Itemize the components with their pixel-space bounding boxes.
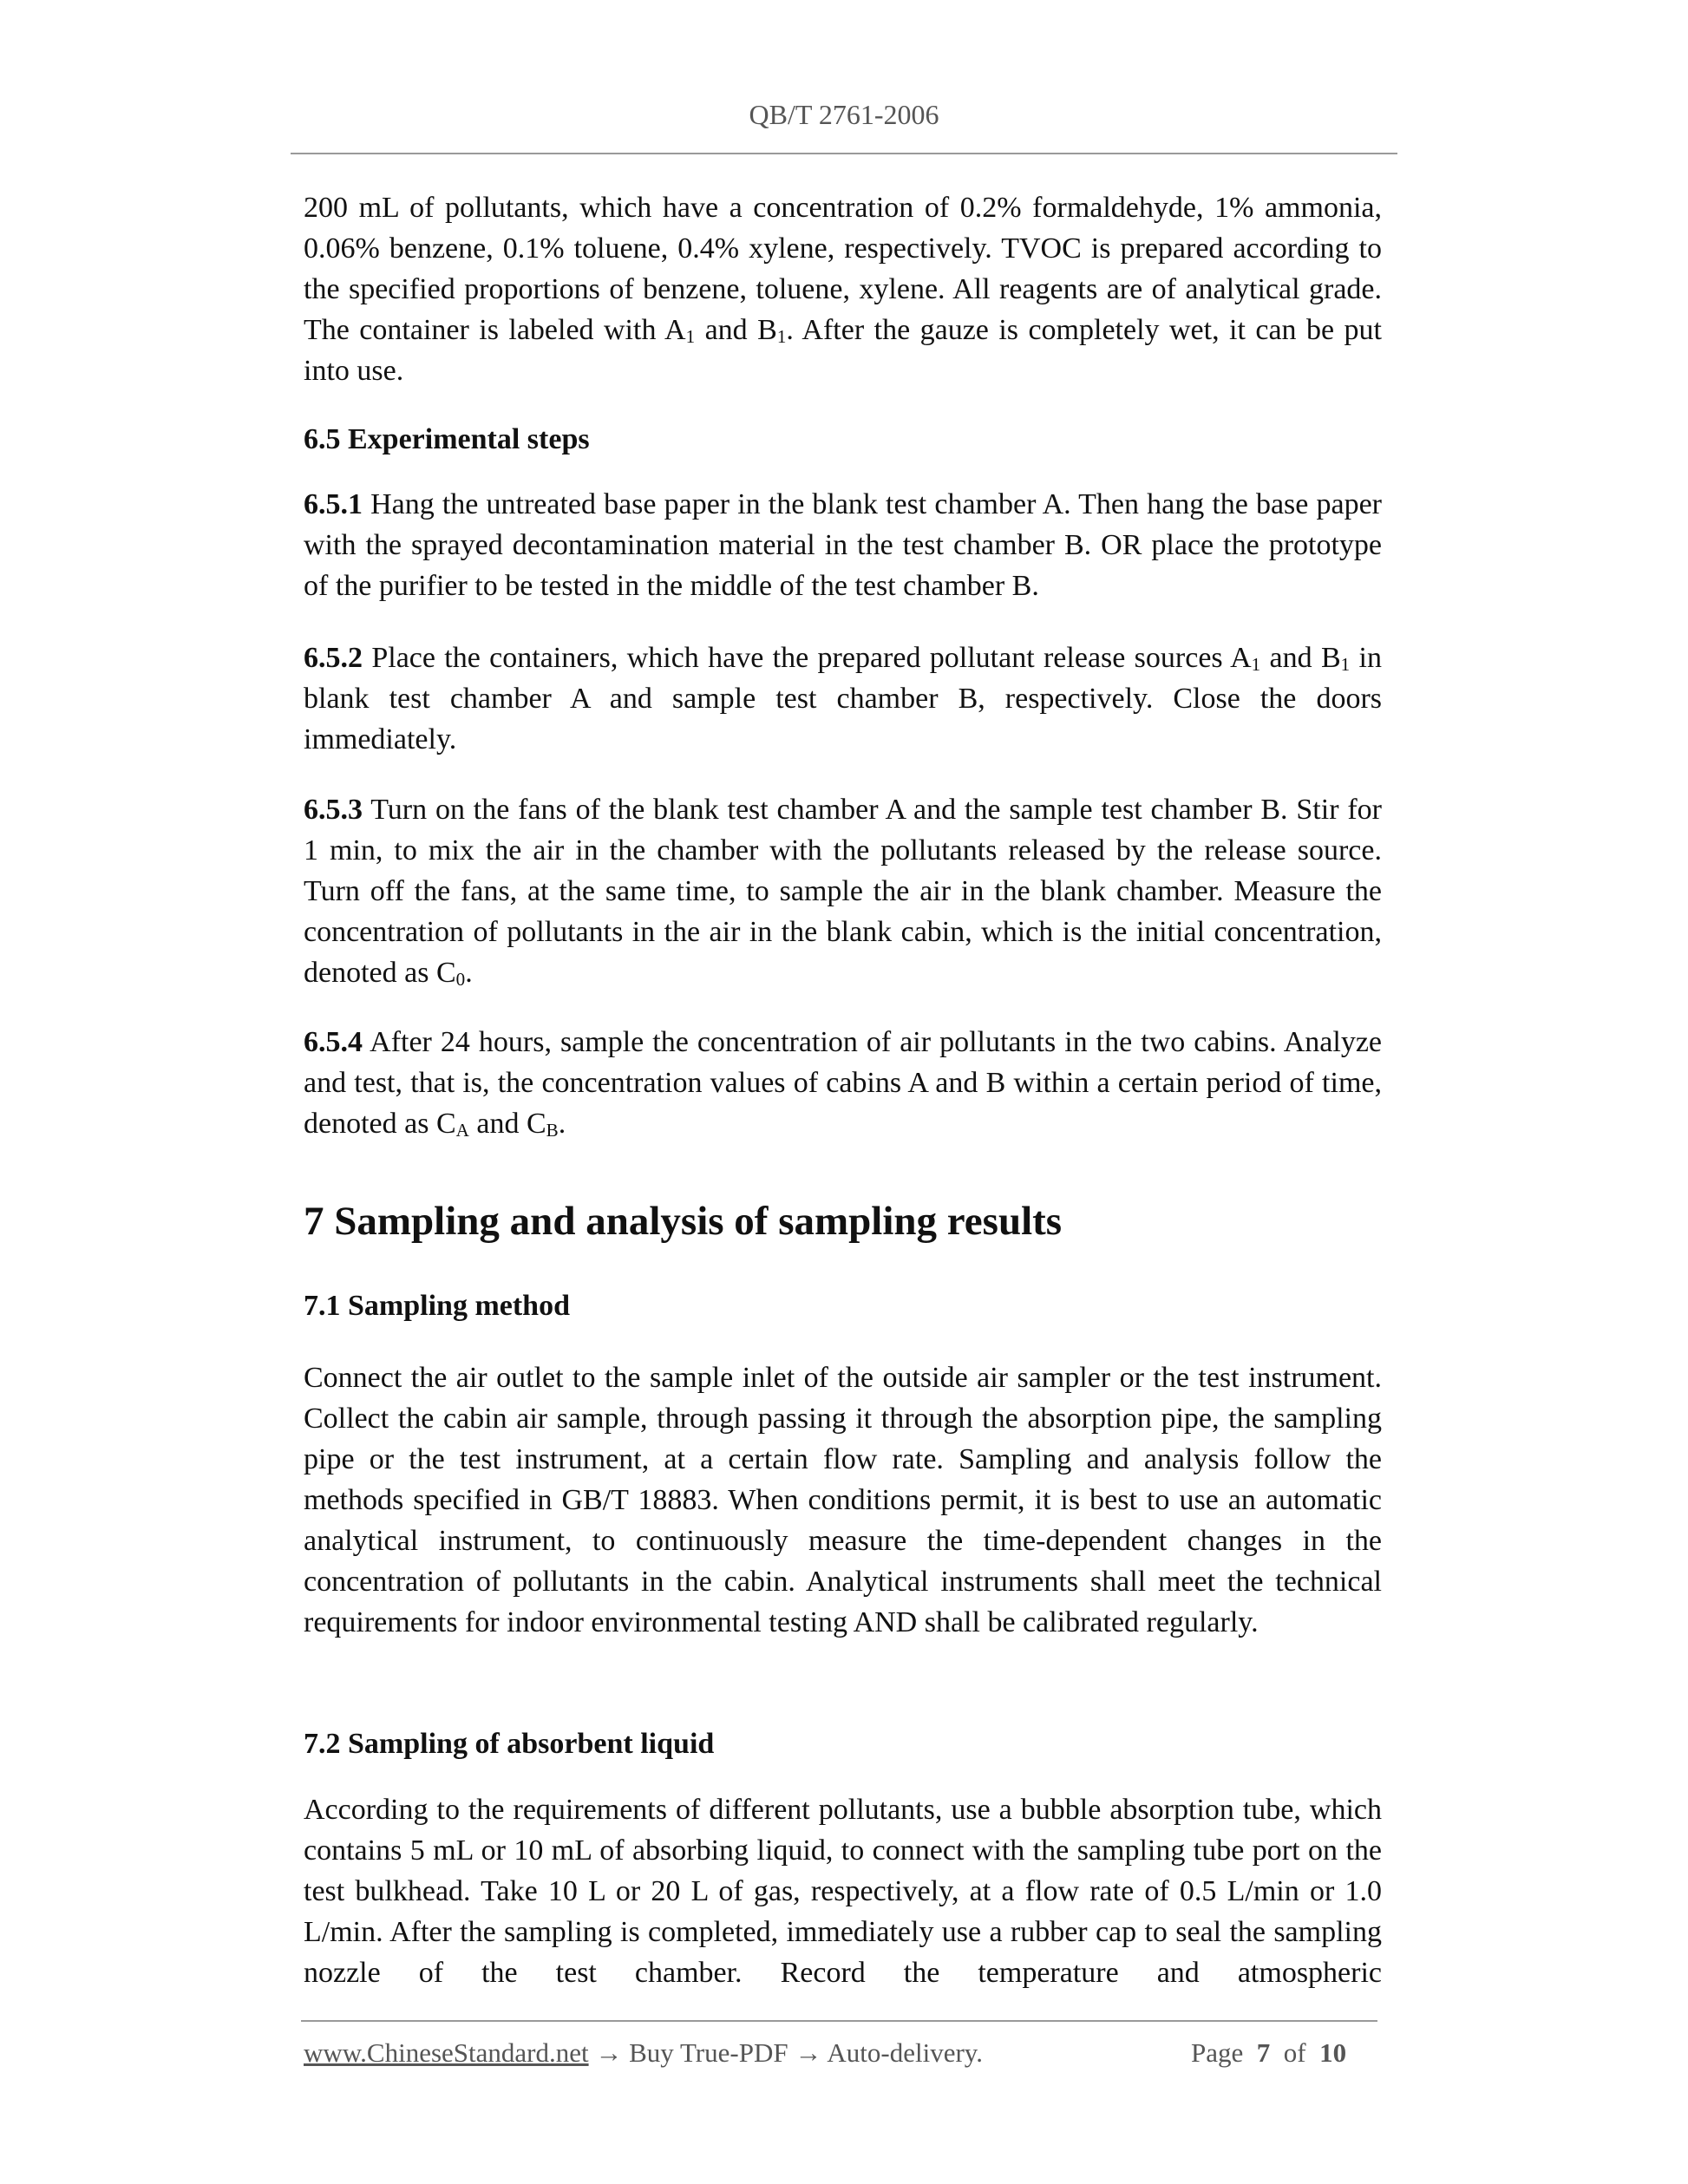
subscript: 1 [1251,653,1261,675]
chapter-heading-7: 7 Sampling and analysis of sampling results [304,1199,1063,1244]
footer-step-buy: Buy True-PDF [629,2037,788,2068]
paragraph-6-5-4: 6.5.4 After 24 hours, sample the concentration of air pollutants in the two cabins. Analyze and test, that is, the concentration values of cabins A and B within a certain period of time, denoted as CA and CB. [304,1026,1382,1141]
page-current: 7 [1256,2037,1271,2068]
section-heading-7-2: 7.2 Sampling of absorbent liquid [304,1728,715,1760]
of-label: of [1283,2037,1306,2068]
subscript: B [546,1119,559,1141]
footer-promo [304,2039,983,2066]
clause-number: 6.5.3 [304,794,363,826]
paragraph-7-2: According to the requirements of different pollutants, use a bubble absorption tube, which contains 5 mL or 10 mL of absorbing liquid, to connect with the sampling tube port on the test bulkhead. Take 10 L or 20 L of gas, respectively, at a flow rate of 0.5 L/min or 1.0 L/min. After the sampling is completed, immediately use a rubber cap to seal the sampling nozzle of the test chamber. Record the temperature and atmospheric [304,1794,1382,1989]
subscript: A [455,1119,469,1141]
paragraph-6-5-3: 6.5.3 Turn on the fans of the blank test chamber A and the sample test chamber B. Stir for 1 min, to mix the air in the chamber with the pollutants released by the release source. Turn off the fans, at the same time, to sample the air in the blank chamber. Measure the concentration of pollutants in the air in the blank cabin, which is the initial concentration, denoted as C0. [304,794,1382,990]
subscript: 1 [776,325,787,347]
clause-number: 6.5.4 [304,1026,363,1058]
website-link[interactable]: www.ChineseStandard.net [304,2037,589,2068]
paragraph-6-5-1: 6.5.1 Hang the untreated base paper in the blank test chamber A. Then hang the base paper with the sprayed decontamination material in the test chamber B. OR place the prototype of the purifier to be tested in the middle of the test chamber B. [304,488,1382,602]
subscript: 1 [685,325,696,347]
page-indicator [1191,2039,1346,2066]
clause-number: 6.5.2 [304,642,363,674]
paragraph-7-1: Connect the air outlet to the sample inlet of the outside air sampler or the test instrument. Collect the cabin air sample, through passing it through the absorption pipe, the sampling pipe or the test instrument, at a certain flow rate. Sampling and analysis follow the methods specified in GB/T 18883. When conditions permit, it is best to use an automatic analytical instrument, to continuously measure the time-dependent changes in the concentration of pollutants in the cabin. Analytical instruments shall meet the technical requirements for indoor environmental testing AND shall be calibrated regularly. [304,1362,1382,1638]
footer-rule [301,2020,1377,2022]
page-label: Page [1191,2037,1244,2068]
paragraph-reagent-preparation: 200 mL of pollutants, which have a concentration of 0.2% formaldehyde, 1% ammonia, 0.06% benzene, 0.1% toluene, 0.4% xylene, respectively. TVOC is prepared according to the specified proportions of benzene, toluene, xylene. All reagents are of analytical grade. The container is labeled with A1 and B1. After the gauze is completely wet, it can be put into use. [304,192,1382,387]
page-header-title: QB/T 2761-2006 [749,99,939,130]
paragraph-6-5-2: 6.5.2 Place the containers, which have the prepared pollutant release sources A1 and B1 in blank test chamber A and sample test chamber B, respectively. Close the doors immediately. [304,642,1382,755]
subscript: 0 [455,968,466,990]
subscript: 1 [1340,653,1351,675]
arrow-right-icon: → [595,2037,623,2068]
clause-number: 6.5.1 [304,488,363,520]
arrow-right-icon: → [795,2037,822,2068]
footer-step-delivery: Auto-delivery. [827,2037,984,2068]
header-rule [291,153,1397,154]
page-total: 10 [1319,2037,1347,2068]
section-heading-7-1: 7.1 Sampling method [304,1290,570,1322]
section-heading-6-5: 6.5 Experimental steps [304,423,590,455]
